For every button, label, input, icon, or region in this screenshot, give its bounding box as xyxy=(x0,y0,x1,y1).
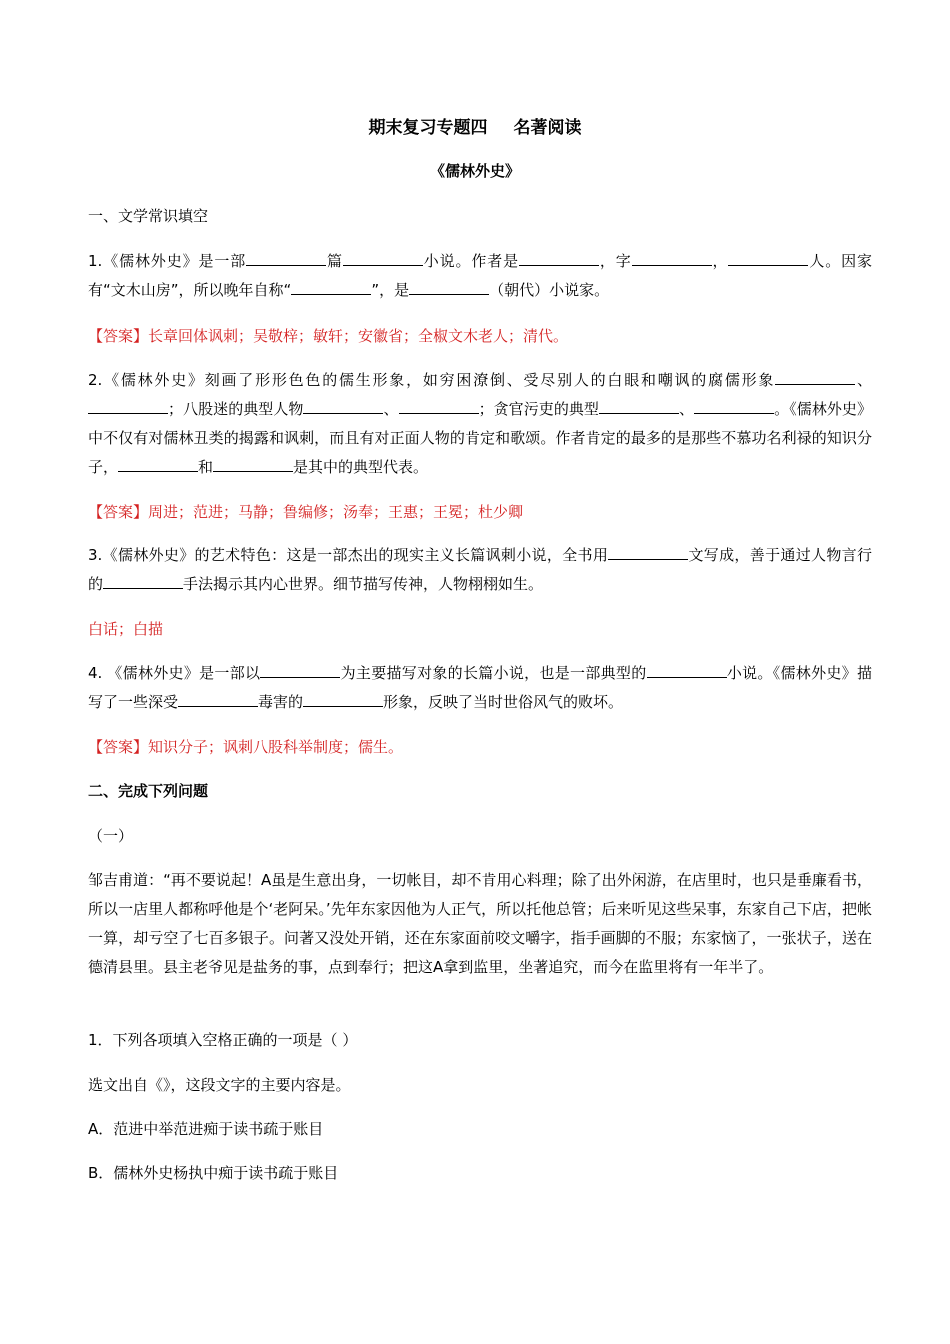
q4-text-3: 小说。《儒林外史》描写了一些深受 xyxy=(88,664,872,711)
q1-blank-4[interactable] xyxy=(632,247,712,266)
q1-text-5: ， xyxy=(711,252,729,270)
section-2-heading: 二、完成下列问题 xyxy=(88,782,209,800)
q1-blank-5[interactable] xyxy=(728,247,808,266)
section-1-heading: 一、文学常识填空 xyxy=(88,207,209,225)
mcq-option-a[interactable]: A．范进中举范进痴于读书疏于账目 xyxy=(88,1120,324,1138)
q1-answer: 【答案】长章回体讽刺；吴敬梓；敏轩；安徽省；全椒文木老人；清代。 xyxy=(88,327,569,345)
q1-blank-3[interactable] xyxy=(519,247,599,266)
q4-blank-3[interactable] xyxy=(178,688,258,707)
q4-text-2: 为主要描写对象的长篇小说，也是一部典型的 xyxy=(340,664,647,682)
book-title: 《儒林外史》 xyxy=(429,162,520,180)
q2-text-9: 是其中的典型代表。 xyxy=(293,458,429,476)
q2-blank-7[interactable] xyxy=(118,453,198,472)
mcq-stem: 1．下列各项填入空格正确的一项是（ ） xyxy=(88,1031,358,1049)
q2-text-4: 、 xyxy=(383,400,399,418)
q1-text-8: （朝代）小说家。 xyxy=(489,281,610,299)
q2-text-6: 、 xyxy=(679,400,695,418)
q1-blank-7[interactable] xyxy=(409,276,489,295)
q2-answer: 【答案】周进；范进；马静；鲁编修；汤奉；王惠；王冕；杜少卿 xyxy=(88,503,524,521)
mcq-prompt: 选文出自《》，这段文字的主要内容是。 xyxy=(88,1076,351,1094)
q3-text-3: 手法揭示其内心世界。细节描写传神，人物栩栩如生。 xyxy=(183,575,544,593)
q2-blank-2[interactable] xyxy=(88,395,168,414)
q2-blank-6[interactable] xyxy=(694,395,774,414)
q4-text-5: 形象，反映了当时世俗风气的败坏。 xyxy=(383,693,624,711)
q2-text-5: ；贪官污吏的典型 xyxy=(478,400,599,418)
question-4 xyxy=(88,659,872,717)
q2-blank-5[interactable] xyxy=(599,395,679,414)
q2-text-2: 、 xyxy=(855,371,872,389)
title-part-2: 名著阅读 xyxy=(513,118,582,138)
q1-blank-1[interactable] xyxy=(246,247,326,266)
part-one-label: （一） xyxy=(88,827,134,845)
q1-blank-6[interactable] xyxy=(291,276,371,295)
question-1 xyxy=(88,247,872,305)
q1-text-2: 篇 xyxy=(326,252,343,270)
q2-blank-3[interactable] xyxy=(303,395,383,414)
reading-passage: 邹吉甫道：“再不要说起！A虽是生意出身，一切帐目，却不肯用心料理；除了出外闲游，在店里时，也只是垂廉看书，所以一店里人都称呼他是个‘老阿呆。’先年东家因他为人正气，所以托他总管；后来听见这些呆事，东家自己下店，把帐一算，却亏空了七百多银子。问著又没处开销，还在东家面前咬文嚼字，指手画脚的不服；东家恼了，一张状子，送在德清县里。县主老爷见是盐务的事，点到奉行；把这A拿到监里，坐著追究，而今在监里将有一年半了。 xyxy=(88,871,872,976)
q1-text-1: 1.《儒林外史》是一部 xyxy=(88,252,247,270)
q4-text-1: 4. 《儒林外史》是一部以 xyxy=(88,664,261,682)
q3-blank-1[interactable] xyxy=(608,541,688,560)
q1-text-3: 小说。作者是 xyxy=(422,252,520,270)
q2-text-1: 2.《儒林外史》刻画了形形色色的儒生形象，如穷困潦倒、受尽别人的白眼和嘲讽的腐儒形象 xyxy=(88,371,776,389)
q3-blank-2[interactable] xyxy=(103,570,183,589)
q2-text-8: 和 xyxy=(198,458,214,476)
q2-text-7: 。《儒林外史》中不仅有对儒林丑类的揭露和讽刺，而且有对正面人物的肯定和歌颂。作者肯定的最多的是那些不慕功名利禄的知识分子， xyxy=(88,400,872,476)
q2-blank-1[interactable] xyxy=(775,366,855,385)
question-2 xyxy=(88,366,872,482)
q3-answer: 白话；白描 xyxy=(88,620,164,638)
q1-text-4: ，字 xyxy=(599,252,632,270)
q1-blank-2[interactable] xyxy=(343,247,423,266)
q4-blank-2[interactable] xyxy=(647,659,727,678)
q2-text-3: ；八股迷的典型人物 xyxy=(168,400,304,418)
q4-answer: 【答案】知识分子；讽刺八股科举制度；儒生。 xyxy=(88,738,404,756)
q2-blank-8[interactable] xyxy=(213,453,293,472)
q4-text-4: 毒害的 xyxy=(258,693,304,711)
question-3 xyxy=(88,541,872,599)
mcq-option-b[interactable]: B．儒林外史杨执中痴于读书疏于账目 xyxy=(88,1164,339,1182)
q1-text-6: 人。因家有“文木山房”，所以晚年自称“ xyxy=(88,252,872,299)
q4-blank-1[interactable] xyxy=(260,659,340,678)
q1-text-7: ”，是 xyxy=(371,281,410,299)
q4-blank-4[interactable] xyxy=(303,688,383,707)
title-part-1: 期末复习专题四 xyxy=(368,118,488,138)
q3-text-1: 3.《儒林外史》的艺术特色：这是一部杰出的现实主义长篇讽刺小说，全书用 xyxy=(88,546,609,564)
q3-text-2: 文写成，善于通过人物言行的 xyxy=(88,546,872,593)
page-title xyxy=(0,116,950,140)
q2-blank-4[interactable] xyxy=(399,395,479,414)
